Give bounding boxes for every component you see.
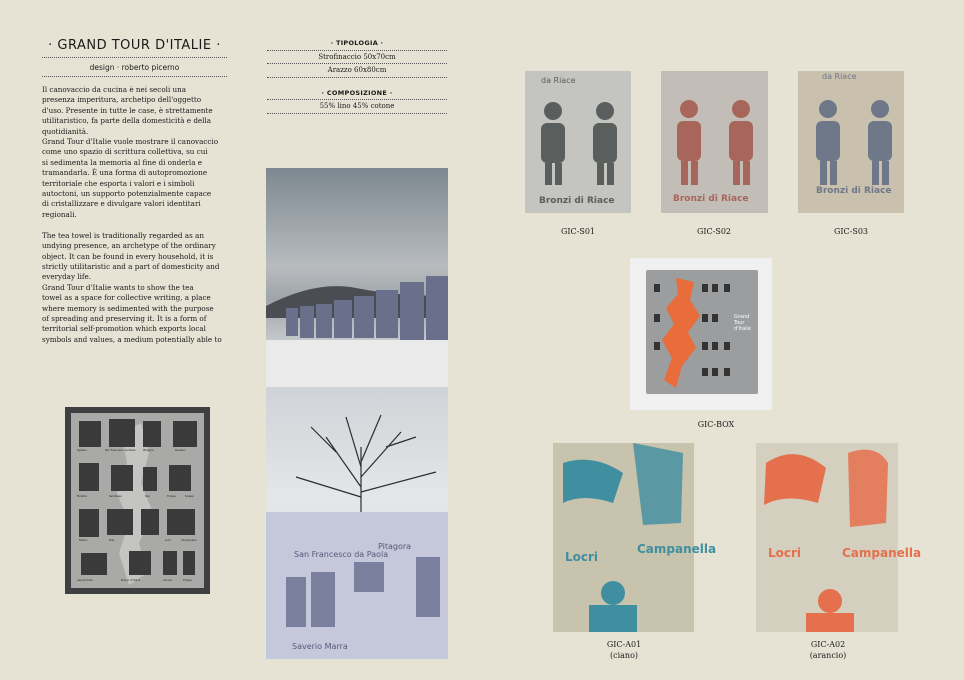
poster-label: San Francesco da Paola	[105, 449, 136, 452]
poster-label: Bria	[109, 539, 115, 542]
bronzi-figures	[661, 71, 768, 213]
textile-label: Campanella	[637, 542, 717, 556]
product-code: GIC-A02	[810, 640, 846, 649]
box-title: Grand Tour d'Italie	[734, 314, 751, 332]
product-image-s02	[661, 71, 768, 213]
poster-label: Tropea	[167, 495, 176, 498]
poster-label: Aspromonte	[77, 579, 93, 582]
poster-label: Campanella	[181, 539, 197, 542]
textile-label: San Francesco da Paola	[294, 550, 389, 559]
bronzi-figures	[798, 71, 904, 213]
product-image-a02	[756, 443, 922, 632]
spec-divider	[267, 63, 447, 64]
poster-label: Locri	[165, 539, 172, 542]
composizione-heading: · COMPOSIZIONE ·	[321, 89, 393, 97]
tree-scene	[266, 387, 448, 659]
winter-photo-tree	[266, 387, 448, 659]
poster-label: Sila	[145, 495, 150, 498]
product-image-box	[630, 258, 772, 410]
poster-label: Sambiase	[109, 495, 122, 498]
product-color-note: (arancio)	[809, 651, 847, 660]
tipologia-item: Strofinaccio 50x70cm	[318, 53, 396, 61]
tipologia-item: Arazzo 60x80cm	[327, 66, 387, 74]
tea-towel-poster	[65, 407, 210, 594]
credit-divider	[42, 76, 227, 77]
textile-label: Bronzi di Riace	[816, 186, 892, 196]
product-caption	[574, 639, 674, 661]
poster-surface	[71, 413, 204, 588]
winter-photo-clothesline	[266, 168, 448, 387]
locri-detail	[553, 443, 717, 632]
poster-label: Tetano	[79, 539, 88, 542]
designer-credit: design · roberto picerno	[89, 63, 180, 72]
textile-label: da Riace	[822, 72, 857, 81]
spec-divider	[267, 113, 447, 114]
textile-label: Saverio Marra	[292, 642, 348, 651]
bronzi-figures	[525, 71, 631, 213]
poster-label: Rossano	[175, 449, 186, 452]
poster-label: Scalea	[185, 495, 194, 498]
textile-label: Campanella	[842, 546, 922, 560]
title-divider	[42, 57, 227, 58]
poster-label: Molokia	[77, 495, 87, 498]
page-title: · GRAND TOUR D'ITALIE ·	[48, 38, 221, 53]
textile-label: da Riace	[541, 76, 576, 85]
locri-detail	[756, 443, 922, 632]
product-image-s01	[525, 71, 631, 213]
spec-divider	[267, 99, 447, 100]
poster-label: Pitagora	[143, 449, 154, 452]
poster-caption	[71, 413, 204, 588]
spec-divider	[267, 50, 447, 51]
box-cover	[646, 270, 758, 394]
product-color-note: (ciano)	[609, 651, 639, 660]
product-code: GIC-S02	[696, 227, 732, 236]
description-text: Il canovaccio da cucina è nei secoli una presenza imperitura, archetipo dell'oggetto d'uso. Presente in tutte le case, è strettamente utilitaristico, fa parte della domesticità e della quotidianità. Grand Tour d'Italie vuole mostrare il canovaccio come uno spazio di scrittura collettiva, su cui si sedimenta la memoria al fine di onderla e tramandarla. È una forma di autopromozione territoriale che esporta i valori e i simboli autoctoni, un supporto potenzialmente capace di cristallizzare e divulgare valori identitari regionali. The tea towel is traditionally regarded as an undying presence, an archetype of the ordinary object. It can be found in every household, it is strictly utilitaristic and a part of domesticity and everyday life. Grand Tour d'Italie wants to show the tea towel as a space for collective writing, a place where memory is sedimented with the purpose of spreading and preserving it. It is a form of territorial self-promotion which exports local symbols and values, a medium potentially able to	[42, 85, 222, 344]
spec-divider	[267, 77, 447, 78]
poster-label: Tropea	[183, 579, 192, 582]
poster-label: Sybaris	[77, 449, 87, 452]
box-illustration	[646, 270, 758, 394]
textile-label: Locri	[565, 550, 599, 564]
textile-label: Pitagora	[378, 542, 412, 551]
textile-label: Bronzi di Riace	[539, 196, 615, 206]
product-code: GIC-A01	[606, 640, 642, 649]
product-image-s03	[798, 71, 904, 213]
textile-label: Locri	[768, 546, 802, 560]
product-code: GIC-S03	[833, 227, 869, 236]
poster-label: Alcune	[163, 579, 172, 582]
product-code: GIC-BOX	[697, 420, 735, 429]
tipologia-heading: · TIPOLOGIA ·	[330, 39, 384, 47]
poster-label: Bronzi di Riace	[121, 579, 141, 582]
textile-label: Bronzi di Riace	[673, 194, 749, 204]
product-code: GIC-S01	[560, 227, 596, 236]
composizione-item: 55% lino 45% cotone	[319, 102, 395, 110]
product-caption	[778, 639, 878, 661]
clothesline-scene	[266, 168, 448, 387]
product-image-a01	[553, 443, 717, 632]
